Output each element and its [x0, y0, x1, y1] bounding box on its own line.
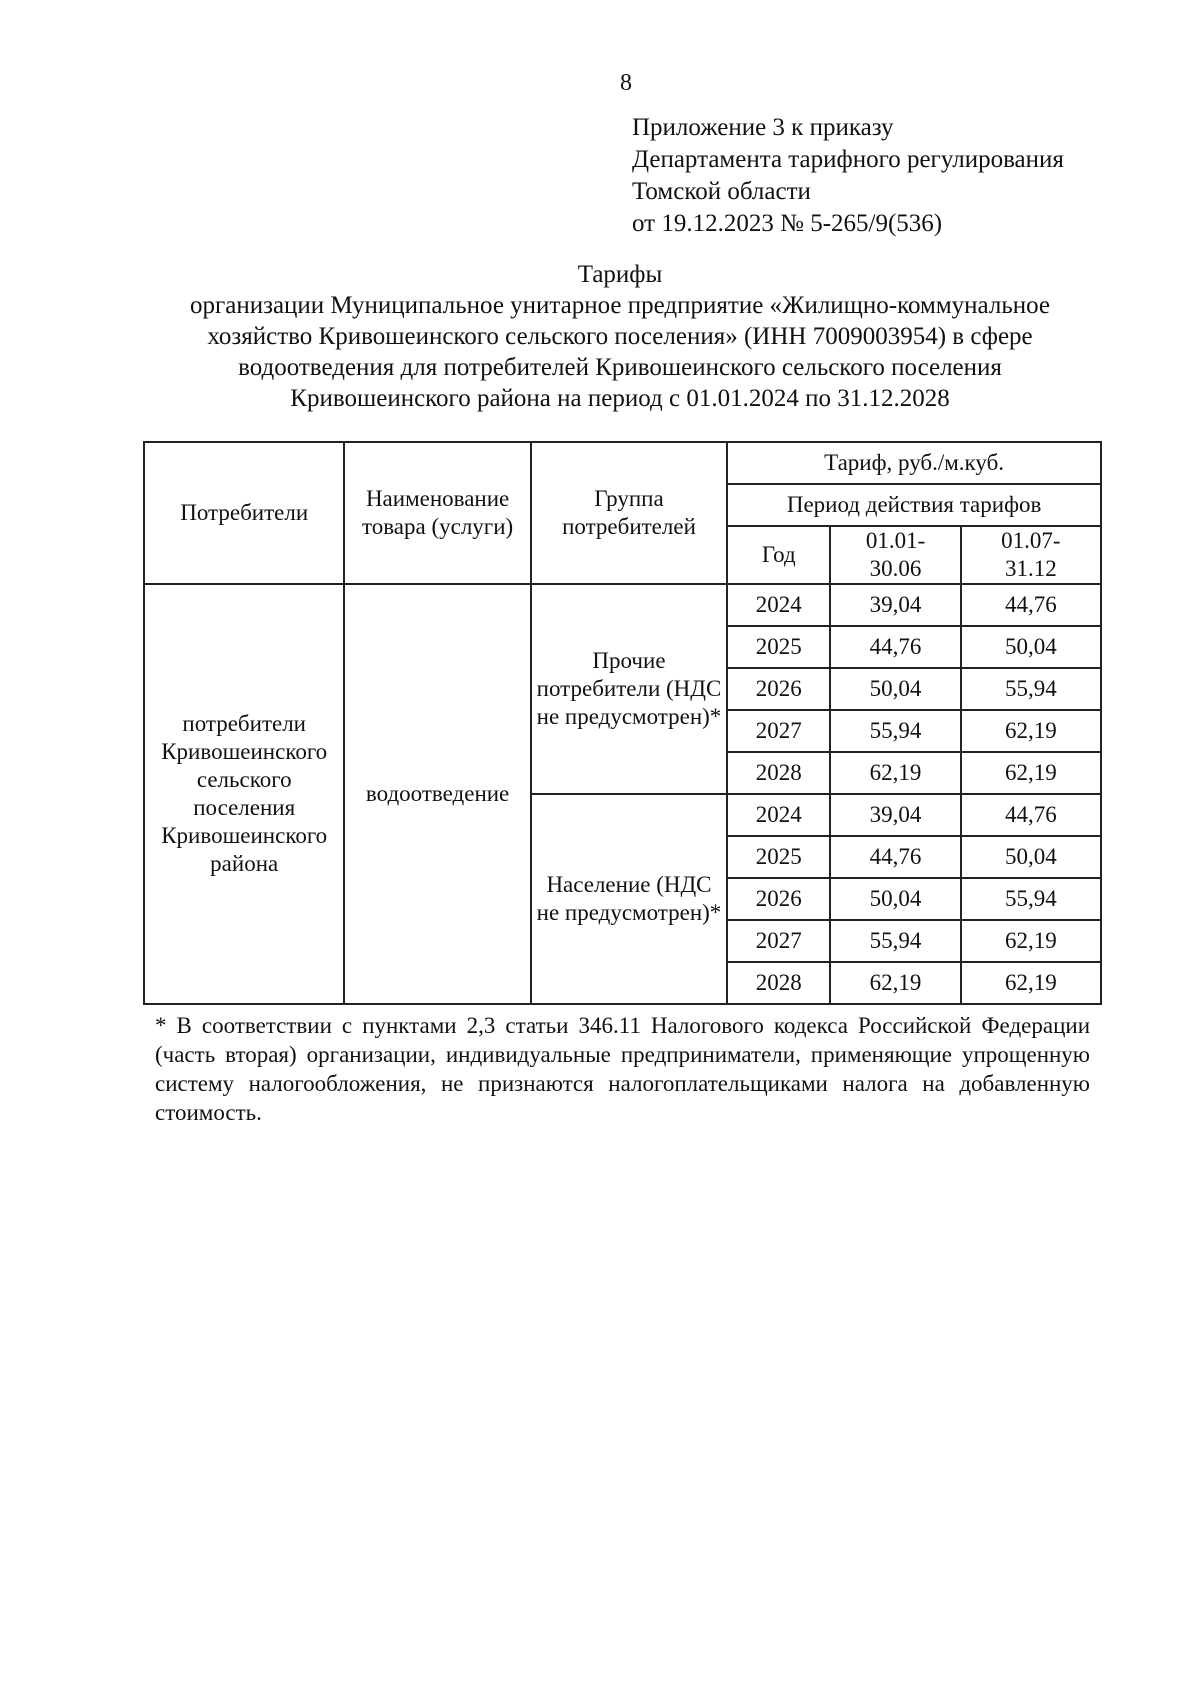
year-cell: 2028: [727, 962, 830, 1004]
title-line-5: Кривошеинского района на период с 01.01.2024 по 31.12.2028: [290, 385, 950, 412]
document-title: [160, 259, 1080, 414]
title-line-2: организации Муниципальное унитарное предприятие «Жилищно-коммунальное: [189, 292, 1051, 319]
year-cell: 2024: [727, 794, 830, 836]
header-tariff: Тариф, руб./м.куб.: [727, 442, 1101, 484]
tariff-h2-cell: 50,04: [961, 626, 1101, 668]
tariff-h2-cell: 55,94: [961, 668, 1101, 710]
page-number: 8: [620, 70, 632, 96]
tariff-h1-cell: 44,76: [830, 626, 960, 668]
footnote-text: * В соответствии с пунктами 2,3 статьи 346.11 Налогового кодекса Российской Федерации (часть вторая) организации, индивидуальные предприниматели, применяющие упрощенную систему налогообложения, не признаются налогоплательщиками налога на добавленную стоимость.: [155, 1013, 1090, 1125]
appendix-line-4: от 19.12.2023 № 5-265/9(536): [632, 210, 943, 237]
header-half2: 01.07- 31.12: [961, 526, 1101, 584]
tariff-h1-cell: 55,94: [830, 710, 960, 752]
header-service-name: Наименование товара (услуги): [344, 442, 530, 584]
year-cell: 2025: [727, 626, 830, 668]
consumers-cell: потребители Кривошеинского сельского поселения Кривошеинского района: [144, 584, 344, 1004]
tariff-h2-cell: 44,76: [961, 584, 1101, 626]
appendix-line-2: Департамента тарифного регулирования: [632, 146, 1064, 173]
tariff-h1-cell: 55,94: [830, 920, 960, 962]
header-group: Группа потребителей: [531, 442, 727, 584]
tariff-table: [143, 441, 1102, 1005]
group-cell: Население (НДС не предусмотрен)*: [531, 794, 727, 1004]
tariff-h1-cell: 50,04: [830, 878, 960, 920]
year-cell: 2024: [727, 584, 830, 626]
tariff-h2-cell: 44,76: [961, 794, 1101, 836]
tariff-h1-cell: 50,04: [830, 668, 960, 710]
tariff-h2-cell: 62,19: [961, 962, 1101, 1004]
year-cell: 2028: [727, 752, 830, 794]
table-row: [144, 584, 1101, 626]
header-period: Период действия тарифов: [727, 484, 1101, 526]
header-consumers: Потребители: [144, 442, 344, 584]
tariff-h2-cell: 62,19: [961, 752, 1101, 794]
service-cell: водоотведение: [344, 584, 530, 1004]
tariff-h1-cell: 44,76: [830, 836, 960, 878]
year-cell: 2026: [727, 878, 830, 920]
tariff-h1-cell: 62,19: [830, 962, 960, 1004]
tariff-h2-cell: 50,04: [961, 836, 1101, 878]
title-line-1: Тарифы: [577, 261, 663, 288]
tariff-h1-cell: 62,19: [830, 752, 960, 794]
header-year: Год: [727, 526, 830, 584]
year-cell: 2027: [727, 920, 830, 962]
title-line-3: хозяйство Кривошеинского сельского поселения» (ИНН 7009003954) в сфере: [207, 323, 1033, 350]
year-cell: 2025: [727, 836, 830, 878]
tariff-h2-cell: 62,19: [961, 710, 1101, 752]
header-half1: 01.01- 30.06: [830, 526, 960, 584]
year-cell: 2027: [727, 710, 830, 752]
tariff-h2-cell: 62,19: [961, 920, 1101, 962]
tariff-h1-cell: 39,04: [830, 794, 960, 836]
appendix-line-3: Томской области: [632, 178, 811, 205]
title-line-4: водоотведения для потребителей Кривошеинского сельского поселения: [238, 354, 1002, 381]
footnote: [155, 1011, 1090, 1127]
appendix-line-1: Приложение 3 к приказу: [632, 114, 894, 141]
appendix-reference: [632, 112, 1064, 240]
tariff-h1-cell: 39,04: [830, 584, 960, 626]
tariff-h2-cell: 55,94: [961, 878, 1101, 920]
year-cell: 2026: [727, 668, 830, 710]
group-cell: Прочие потребители (НДС не предусмотрен)*: [531, 584, 727, 794]
